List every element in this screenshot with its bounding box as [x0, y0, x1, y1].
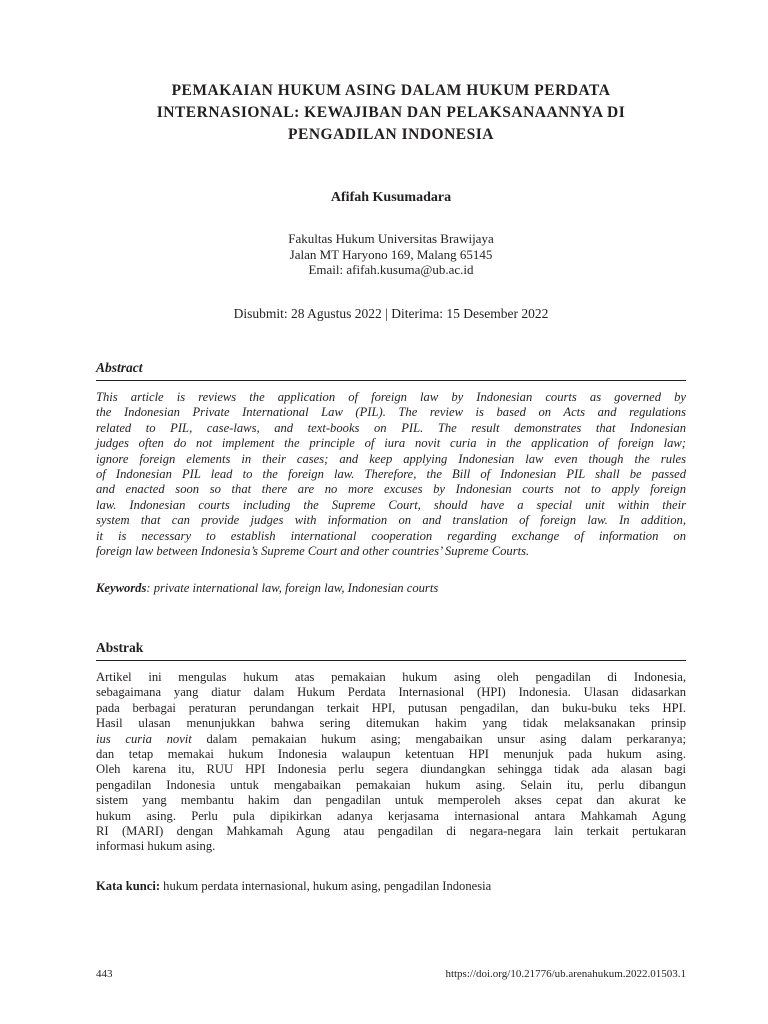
- author-name: Afifah Kusumadara: [330, 190, 452, 205]
- kata-kunci: [96, 879, 686, 894]
- abstract-line: This article is reviews the application of foreign law by Indonesian courts as governed by: [96, 390, 686, 404]
- abstrak-line: pada berbagai peraturan perundangan terkait HPI, putusan pengadilan, dan buku-buku teks HPI.: [96, 700, 686, 715]
- abstrak-line: dan tetap memakai hukum Indonesia walaupun ketentuan HPI menunjuk pada hukum asing.: [96, 747, 686, 762]
- abstrak-line: Oleh karena itu, RUU HPI Indonesia perlu segera diundangkan sehingga tidak ada alasan bagi: [96, 762, 686, 777]
- abstrak-line: RI (MARI) dengan Mahkamah Agung atau pengadilan di negara-negara lain terkait pertukaran: [96, 824, 686, 839]
- abstrak-line: Artikel ini mengulas hukum atas pemakaian hukum asing oleh pengadilan di Indonesia,: [96, 670, 686, 684]
- affiliation-line: Fakultas Hukum Universitas Brawijaya: [288, 231, 494, 246]
- abstract-line: foreign law between Indonesia’s Supreme Court and other countries’ Supreme Courts.: [96, 544, 530, 559]
- abstract-line: system that can provide judges with information on and translation of foreign law. In addition,: [96, 513, 686, 528]
- abstrak-line: ius curia novit dalam pemakaian hukum asing; mengabaikan unsur asing dalam perkaranya;: [96, 731, 686, 746]
- affiliation-email: Email: afifah.kusuma@ub.ac.id: [308, 262, 474, 277]
- abstract-line: ignore foreign elements in their cases; and keep applying Indonesian law even though the rules: [96, 451, 686, 466]
- article-title: [96, 80, 686, 146]
- abstract-line: related to PIL, case-laws, and text-books on PIL. The result demonstrates that Indonesian: [96, 420, 686, 435]
- title-line: PENGADILAN INDONESIA: [288, 126, 494, 143]
- abstrak-line: informasi hukum asing.: [96, 839, 216, 854]
- doi-link[interactable]: https://doi.org/10.21776/ub.arenahukum.2022.01503.1: [445, 968, 686, 980]
- abstrak-line: pengadilan Indonesia untuk mengabaikan pemakaian hukum asing. Selain itu, perlu dibangun: [96, 777, 686, 792]
- page-footer: [96, 968, 686, 980]
- abstract-line: of Indonesian PIL lead to the foreign law. Therefore, the Bill of Indonesian PIL shall be passed: [96, 467, 686, 482]
- abstract-line: judges often do not implement the principle of iura novit curia in the application of foreign law;: [96, 436, 686, 451]
- page-number: 443: [96, 968, 113, 980]
- kata-kunci-label: Kata kunci:: [96, 879, 161, 893]
- keywords: [96, 581, 686, 596]
- title-line: INTERNASIONAL: KEWAJIBAN DAN PELAKSANAANNYA DI: [156, 104, 626, 121]
- abstrak-line: sistem yang membantu hakim dan pengadilan untuk memperoleh akses cepat dan akurat ke: [96, 793, 686, 808]
- affiliation-line: Jalan MT Haryono 169, Malang 65145: [289, 246, 493, 262]
- abstract-line: the Indonesian Private International Law (PIL). The review is based on Acts and regulations: [96, 405, 686, 420]
- abstract-line: and enacted soon so that there are no more excuses by Indonesian courts not to apply foreign: [96, 482, 686, 497]
- abstrak-body: [96, 670, 686, 855]
- abstrak-line: Hasil ulasan menunjukkan bahwa sering ditemukan hakim yang tidak melaksanakan prinsip: [96, 716, 686, 731]
- keywords-text: : private international law, foreign law, Indonesian courts: [146, 581, 439, 595]
- abstract-line: law. Indonesian courts including the Supreme Court, should have a special unit within their: [96, 497, 686, 512]
- italic-term: ius curia novit: [96, 731, 192, 746]
- keywords-label: Keywords: [96, 581, 147, 595]
- abstract-body: [96, 390, 686, 559]
- kata-kunci-text: hukum perdata internasional, hukum asing, pengadilan Indonesia: [160, 879, 492, 893]
- affiliation: [96, 231, 686, 278]
- abstrak-line: hukum asing. Perlu pula dipikirkan adanya kerjasama internasional antara Mahkamah Agung: [96, 808, 686, 823]
- submission-dates: Disubmit: 28 Agustus 2022 | Diterima: 15 Desember 2022: [233, 306, 549, 321]
- abstrak-line: sebagaimana yang diatur dalam Hukum Perdata Internasional (HPI) Indonesia. Ulasan didasarkan: [96, 685, 686, 700]
- abstract-line: it is necessary to establish international cooperation regarding exchange of information on: [96, 528, 686, 543]
- abstract-heading: Abstract: [96, 360, 686, 381]
- abstrak-heading: Abstrak: [96, 640, 686, 661]
- title-line: PEMAKAIAN HUKUM ASING DALAM HUKUM PERDATA: [171, 82, 611, 99]
